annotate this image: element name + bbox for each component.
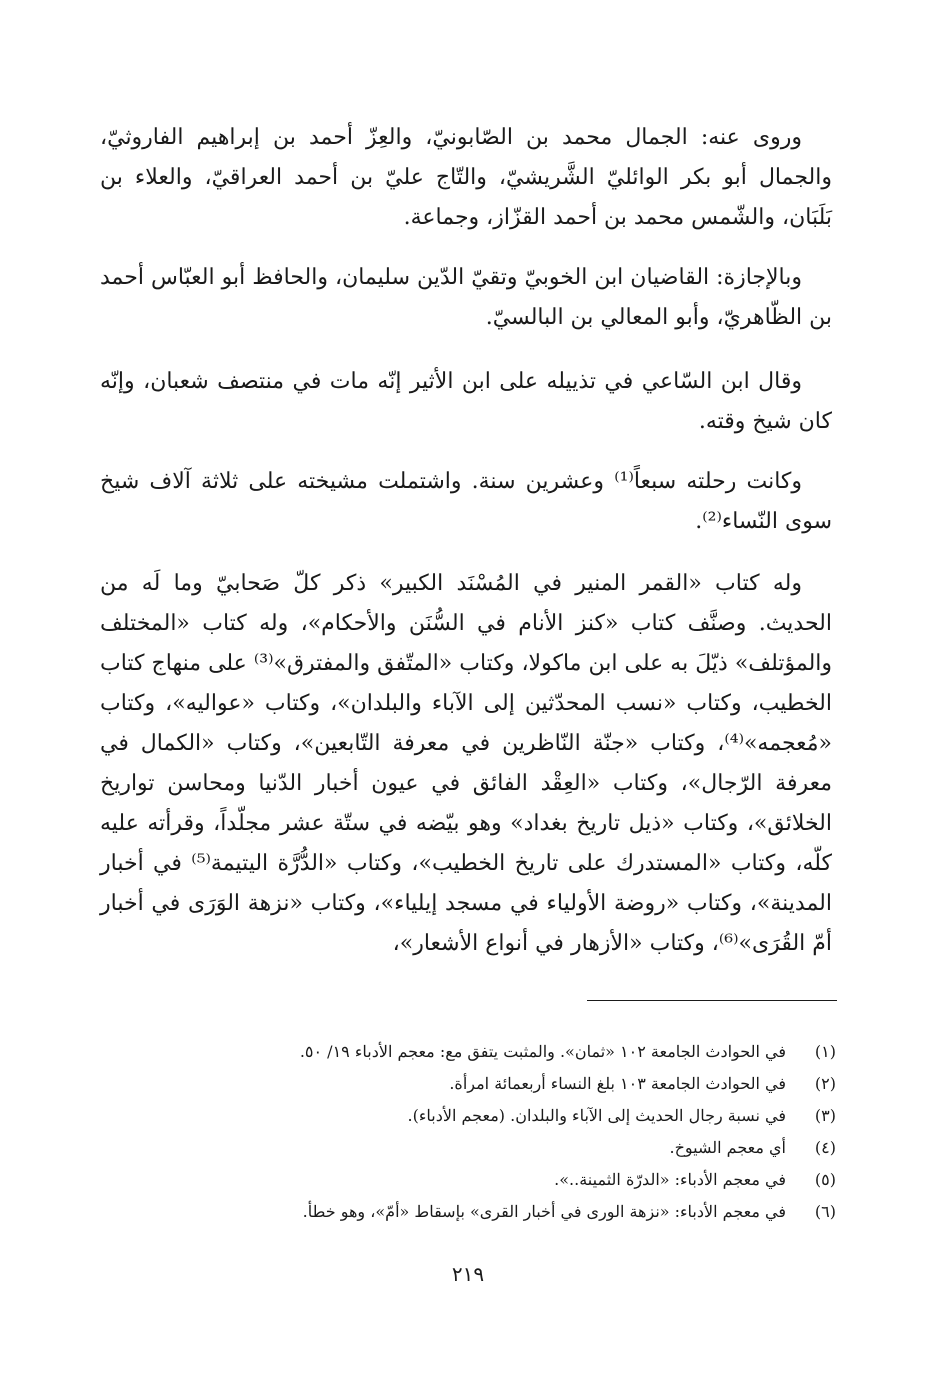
footnote-item [196,1132,836,1164]
footnote-item [196,1196,836,1228]
paragraph-text: وبالإجازة: القاضيان ابن الخوبيّ وتقيّ الدّين سليمان، والحافظ أبو العبّاس أحمد بن الظّاهريّ، وأبو المعالي بن البالسيّ. [100,265,832,330]
footnote-text: في نسبة رجال الحديث إلى الآباء والبلدان. (معجم الأدباء). [407,1106,786,1125]
footnote-number: (٢) [814,1074,836,1093]
paragraph-ijaza [100,258,832,338]
footnote-text: أي معجم الشيوخ. [669,1138,786,1157]
footnote-number: (٦) [814,1202,836,1221]
footnote-item [196,1164,836,1196]
paragraph-text: وروى عنه: الجمال محمد بن الصّابونيّ، والعِزّ أحمد بن إبراهيم الفاروثيّ، والجمال أبو بكر الوائليّ الشَّريشيّ، والتّاج عليّ بن أحمد العراقيّ، والعلاء بن بَلَبَان، والشّمس محمد بن أحمد القزّاز، وجماعة. [100,125,832,230]
footnote-text: في الحوادث الجامعة ١٠٢ «ثمان». والمثبت يتفق مع: معجم الأدباء ١٩/ ٥٠. [299,1042,786,1061]
footnote-number: (٤) [814,1138,836,1157]
footnote-item [196,1068,836,1100]
paragraph-text: وله كتاب «القمر المنير في المُسْنَد الكبير» ذكر كلّ صَحابيّ وما لَه من الحديث. وصنَّف كتاب «كنز الأنام في السُّنَن والأحكام»، وله كتاب «المختلف والمؤتلف» ذيّلَ به على ابن ماكولا، وكتاب «المتّفق والمفترق»⁽³⁾ على منهاج كتاب الخطيب، وكتاب «نسب المحدّثين إلى الآباء والبلدان»، وكتاب «عواليه»، وكتاب «مُعجمه»⁽⁴⁾، وكتاب «جنّة النّاظرين في معرفة التّابعين»، وكتاب «الكمال في معرفة الرّجال»، وكتاب «العِقْد الفائق في عيون أخبار الدّنيا ومحاسن تواريخ الخلائق»، وكتاب «ذيل تاريخ بغداد» وهو بيّضه في ستّة عشر مجلّداً، وقرأته عليه كلّه، وكتاب «المستدرك على تاريخ الخطيب»، وكتاب «الدُّرَّة اليتيمة⁽⁵⁾ في أخبار المدينة»، وكتاب «روضة الأولياء في مسجد إيلياء»، وكتاب «نزهة الوَرَى في أخبار أمّ القُرَى»⁽⁶⁾، وكتاب «الأزهار في أنواع الأشعار»، [100,571,833,956]
page-number: ٢١٩ [451,1262,485,1286]
paragraph-text: وقال ابن السّاعي في تذييله على ابن الأثير إنّه مات في منتصف شعبان، وإنّه كان شيخ وقته. [100,369,832,434]
footnote-number: (٥) [814,1170,836,1189]
paragraph-narrators [100,118,832,238]
footnote-item [196,1100,836,1132]
paragraph-text: وكانت رحلته سبعاً⁽¹⁾ وعشرين سنة. واشتملت مشيخته على ثلاثة آلاف شيخ سوى النّساء⁽²⁾. [100,469,832,534]
footnote-text: في معجم الأدباء: «الدرّة الثمينة..». [554,1170,786,1189]
paragraph-death [100,362,832,442]
footnote-item [196,1036,836,1068]
footnotes-list [196,1036,836,1228]
footnote-text: في معجم الأدباء: «نزهة الورى في أخبار القرى» بإسقاط «أمّ»، وهو خطأ. [302,1202,786,1221]
paragraph-travels [100,462,832,542]
footnote-text: في الحوادث الجامعة ١٠٣ بلغ النساء أربعمائة امرأة. [449,1074,786,1093]
paragraph-works [100,564,832,964]
footnote-number: (٣) [814,1106,836,1125]
footnote-divider [587,1000,837,1001]
footnote-number: (١) [814,1042,836,1061]
